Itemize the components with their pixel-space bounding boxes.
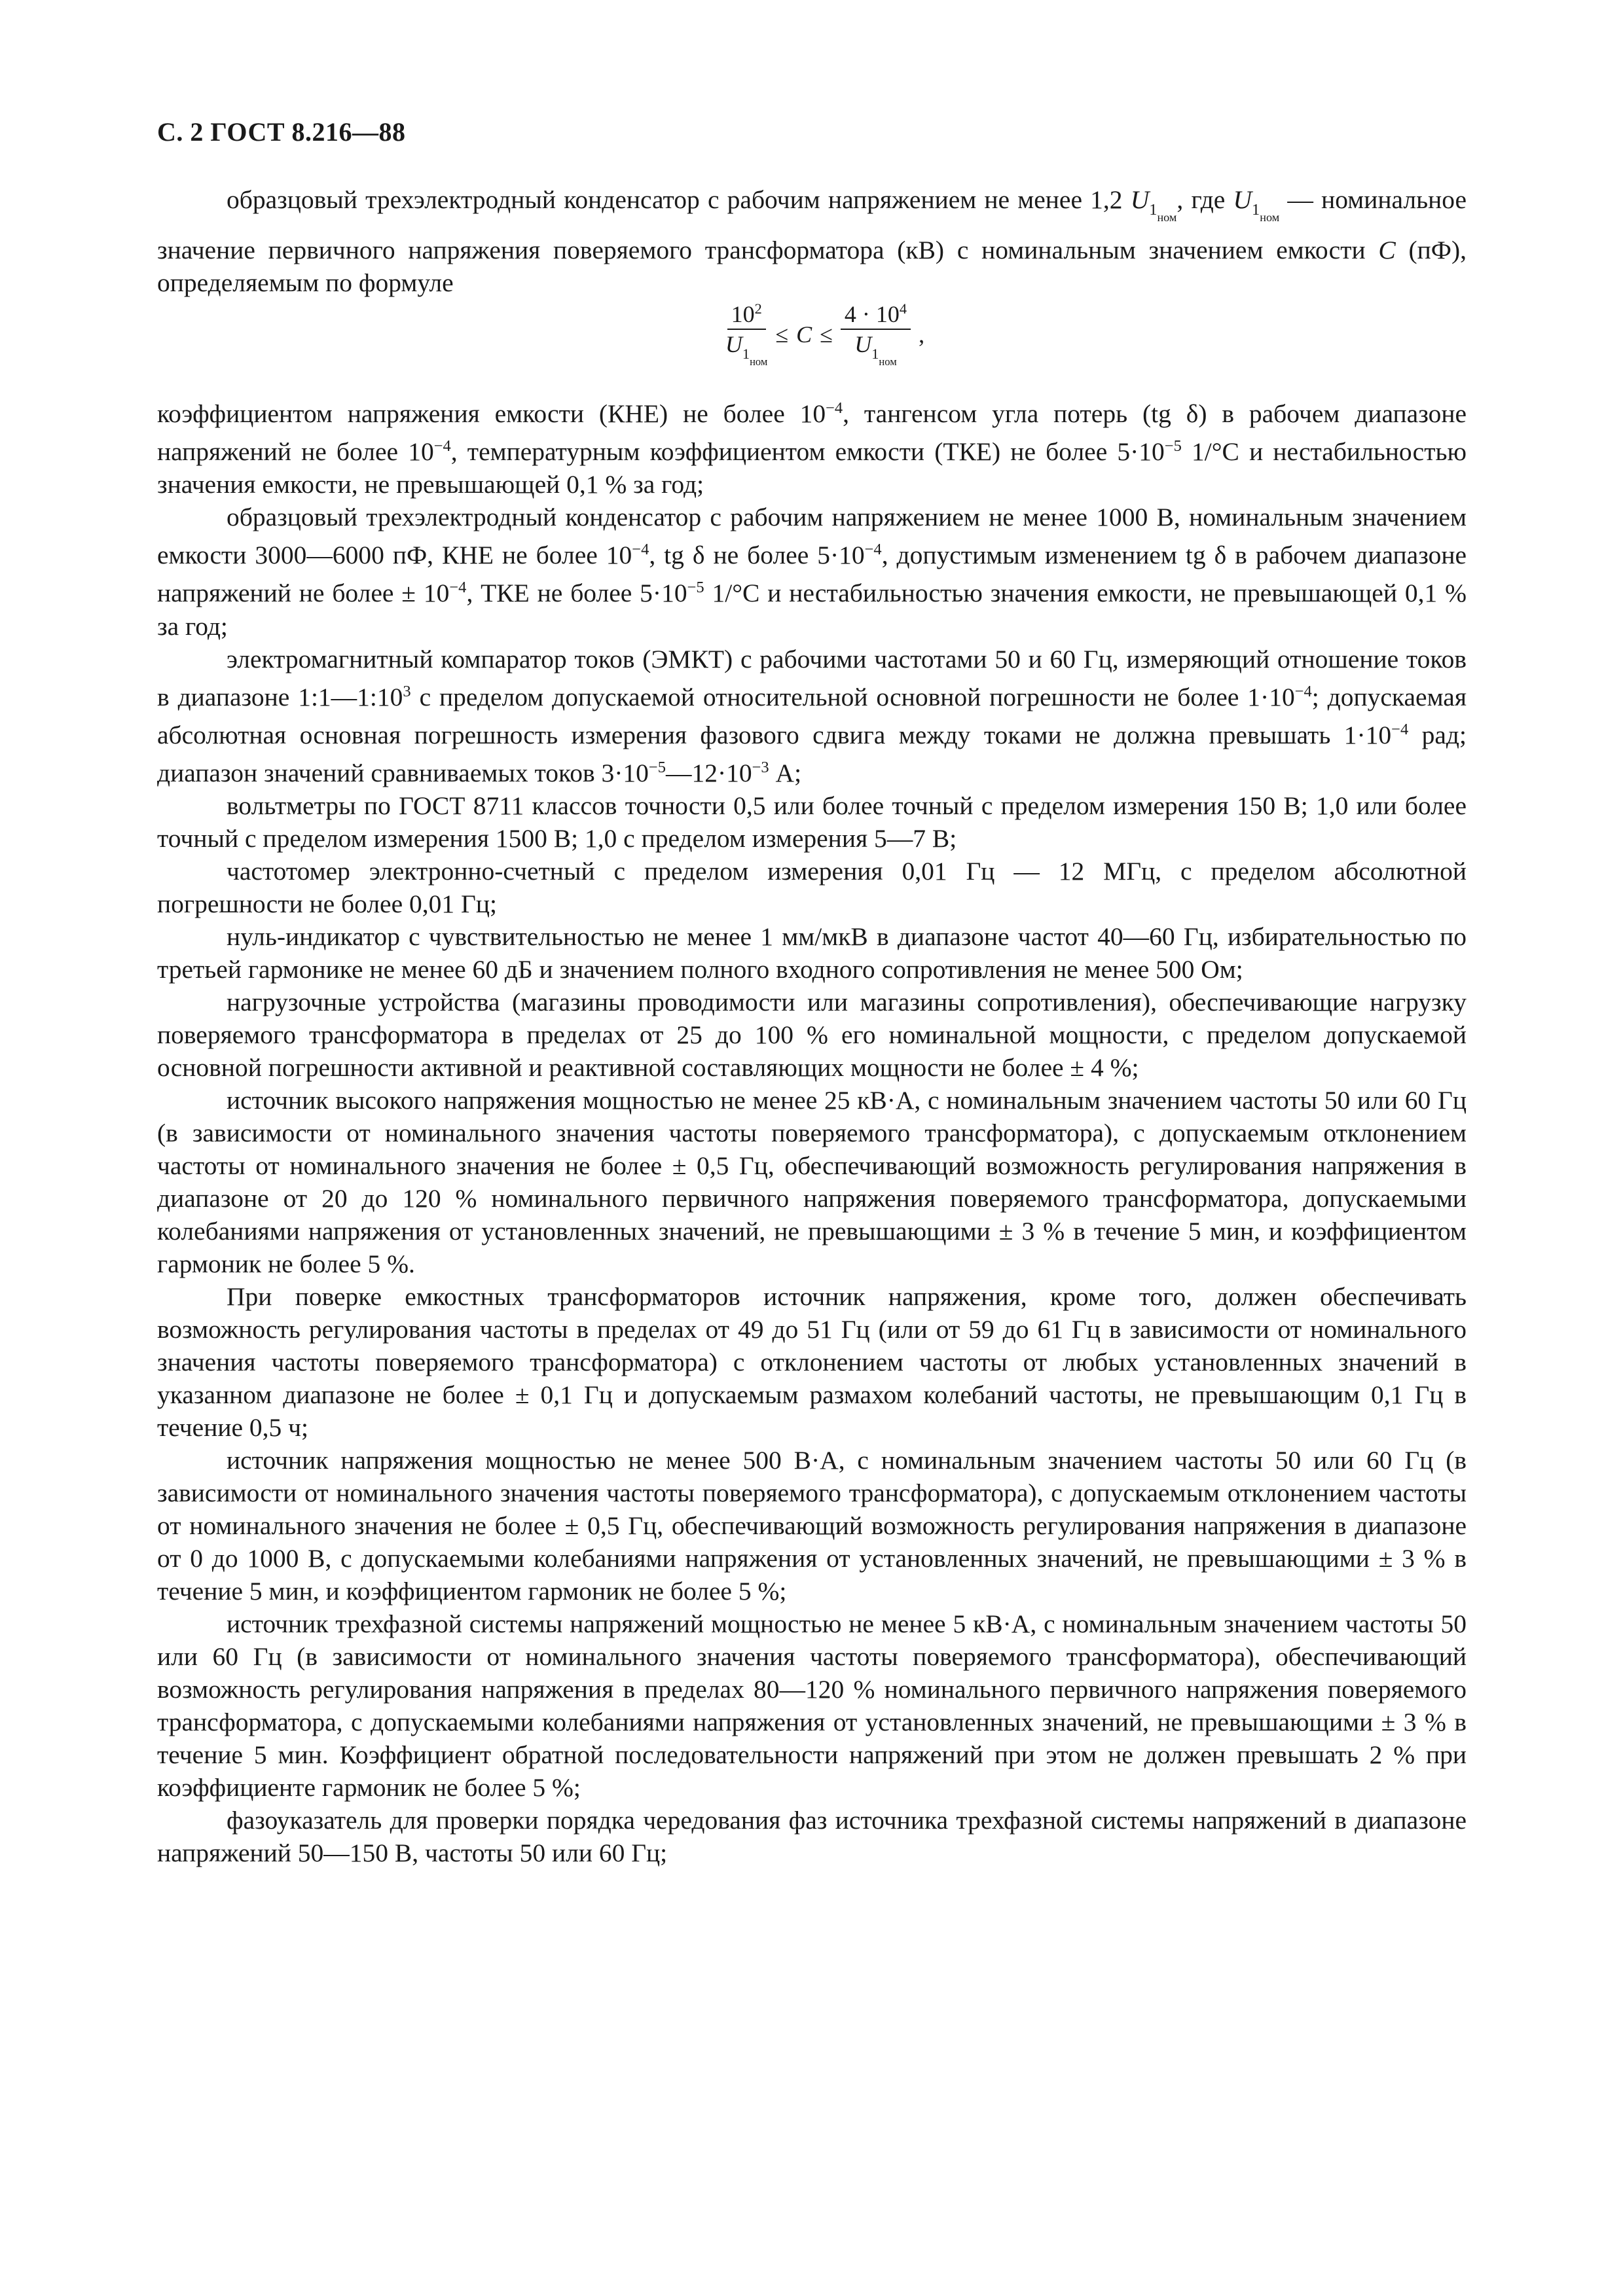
paragraph-capacitor-1: образцовый трехэлектродный конденсатор с рабочим напряжением не менее 1,2 $U_{1ном}$, где $U_{1ном}$ — номинальное значение первичного напряжения поверяемого трансформатора (кВ) с номинальным значением емкости C (пФ), определяемым по формуле — [157, 185, 1467, 297]
paragraph-three-phase-source: источник трехфазной системы напряжений мощностью не менее 5 кВ·А, с номинальным значением частоты 50 или 60 Гц (в зависимости от номинального значения частоты поверяемого трансформатора), обеспечивающий возможность регулирования напряжения в пределах 80—120 % номинального первичного напряжения поверяемого трансформатора, с допускаемыми колебаниями напряжения от установленных значений, не превышающими ± 3 % в течение 5 мин. Коэффициент обратной последовательности напряжений при этом не должен превышать 2 % при коэффициенте гармоник не более 5 %; — [157, 1609, 1467, 1803]
formula-right-fraction: $\frac{4 \cdot 10^4}{U_{1ном}}$ — [841, 302, 911, 368]
formula-le-2: ≤ — [820, 321, 833, 348]
formula-le-1: ≤ — [775, 321, 789, 348]
paragraph-frequency-meter: частотомер электронно-счетный с пределом измерения 0,01 Гц — 12 МГц, с пределом абсолютной погрешности не более 0,01 Гц; — [157, 857, 1467, 919]
formula-c: C — [796, 321, 812, 348]
paragraph-capacitor-2: образцовый трехэлектродный конденсатор с рабочим напряжением не менее 1000 В, номинальным значением емкости 3000—6000 пФ, КНЕ не более $10^{-4}$, tg δ не более $5\cdot 10^{-4}$, допустимым изменением tg δ в рабочем диапазоне напряжений не более ± $10^{-4}$, ТКЕ не более $5\cdot 10^{-5}$ 1/°С и нестабильностью значения емкости, не превышающей 0,1 % за год; — [157, 503, 1467, 641]
paragraph-capacitor-1-continued: коэффициентом напряжения емкости (КНЕ) не более $10^{-4}$, тангенсом угла потерь (tg δ) в рабочем диапазоне напряжений не более $10^{-4}$, температурным коэффициентом емкости (ТКЕ) не более $5\cdot 10^{-5}$ 1/°С и нестабильностью значения емкости, не превышающей 0,1 % за год; — [157, 399, 1467, 499]
paragraph-null-indicator: нуль-индикатор с чувствительностью не менее 1 мм/мкВ в диапазоне частот 40—60 Гц, избирательностью по третьей гармонике не менее 60 дБ и значением полного входного сопротивления не менее 500 Ом; — [157, 922, 1467, 984]
paragraph-capacitive-transformers: При поверке емкостных трансформаторов источник напряжения, кроме того, должен обеспечивать возможность регулирования частоты в пределах от 49 до 51 Гц (или от 59 до 61 Гц в зависимости от номинального значения частоты поверяемого трансформатора) с отклонением частоты от любых установленных значений в указанном диапазоне не более ± 0,1 Гц и допускаемым размахом колебаний частоты, не превышающим 0,1 Гц в течение 0,5 ч; — [157, 1282, 1467, 1443]
document-body — [157, 183, 1467, 1869]
paragraph-comparator: электромагнитный компаратор токов (ЭМКТ) с рабочими частотами 50 и 60 Гц, измеряющий отношение токов в диапазоне $1:1—1:10^3$ с пределом допускаемой относительной основной погрешности не более $1\cdot 10^{-4}$; допускаемая абсолютная основная погрешность измерения фазового сдвига между токами не должна превышать $1\cdot 10^{-4}$ рад; диапазон значений сравниваемых токов $3\cdot 10^{-5}—12\cdot 10^{-3}$ А; — [157, 644, 1467, 788]
paragraph-high-voltage-source: источник высокого напряжения мощностью не менее 25 кВ·А, с номинальным значением частоты 50 или 60 Гц (в зависимости от номинального значения частоты поверяемого трансформатора), с допускаемым отклонением частоты от номинального значения не более ± 0,5 Гц, обеспечивающий возможность регулирования напряжения в диапазоне от 20 до 120 % номинального первичного напряжения поверяемого трансформатора, допускаемыми колебаниями напряжения от установленных значений, не превышающими ± 3 % в течение 5 мин, и коэффициентом гармоник не более 5 %. — [157, 1086, 1467, 1279]
paragraph-load-devices: нагрузочные устройства (магазины проводимости или магазины сопротивления), обеспечивающие нагрузку поверяемого трансформатора в пределах от 25 до 100 % его номинальной мощности, с пределом допускаемой основной погрешности активной и реактивной составляющих мощности не более ± 4 %; — [157, 988, 1467, 1083]
paragraph-voltage-source: источник напряжения мощностью не менее 500 В·А, с номинальным значением частоты 50 или 60 Гц (в зависимости от номинального значения частоты поверяемого трансформатора), с допускаемым отклонением частоты от номинального значения не более ± 0,5 Гц, обеспечивающий возможность регулирования напряжения в диапазоне от 0 до 1000 В, с допускаемыми колебаниями напряжения от установленных значений, не превышающими ± 3 % в течение 5 мин, и коэффициентом гармоник не более 5 %; — [157, 1446, 1467, 1606]
paragraph-phase-indicator: фазоуказатель для проверки порядка чередования фаз источника трехфазной системы напряжений в диапазоне напряжений 50—150 В, частоты 50 или 60 Гц; — [157, 1806, 1467, 1868]
page-header: С. 2 ГОСТ 8.216—88 — [157, 117, 406, 147]
capacitance-formula: $\frac{10^2}{U_{1ном}}$ ≤ C ≤ $\frac{4 \cdot 10^4}{U_{1ном}}$ , — [725, 300, 925, 368]
paragraph-voltmeters: вольтметры по ГОСТ 8711 классов точности 0,5 или более точный с пределом измерения 150 В; 1,0 или более точный с пределом измерения 1500 В; 1,0 с пределом измерения 5—7 В; — [157, 791, 1467, 853]
formula-left-fraction: $\frac{10^2}{U_{1ном}}$ — [725, 300, 768, 368]
